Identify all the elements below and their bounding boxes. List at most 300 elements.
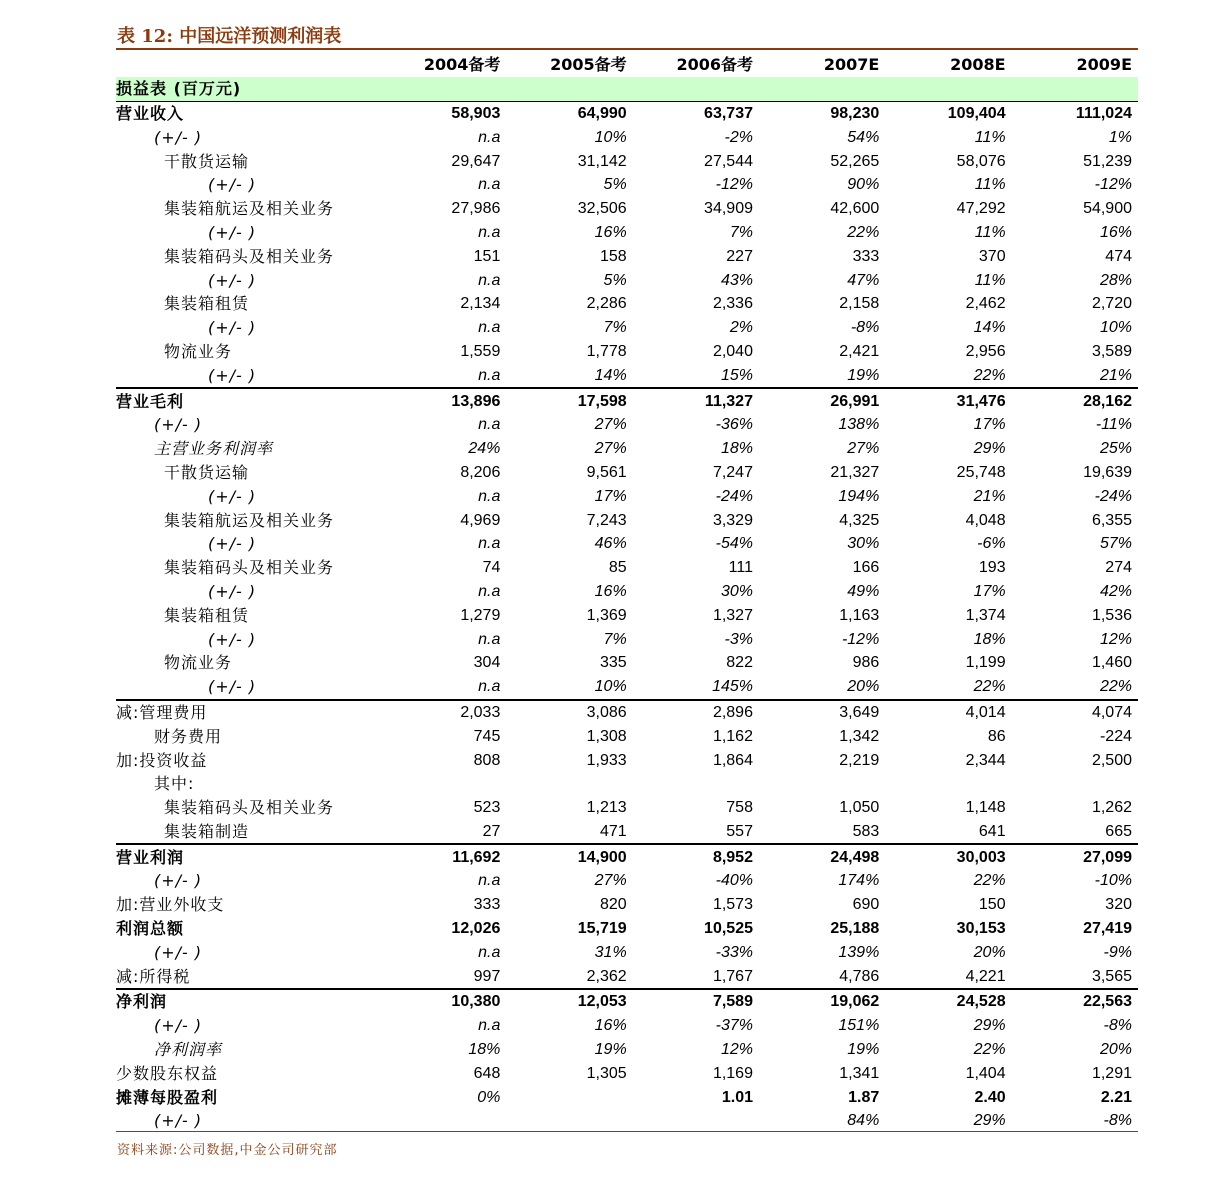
value-cell: n.a: [478, 1017, 501, 1035]
value-cell: 304: [473, 654, 501, 672]
row-label: (+/- ): [208, 486, 257, 506]
value-cell: 822: [726, 654, 753, 672]
value-cell: 2,040: [712, 342, 753, 360]
value-cell: 22%: [973, 1041, 1006, 1059]
value-cell: n.a: [478, 223, 501, 241]
header-cell: 2006备考: [676, 55, 753, 75]
value-cell: 227: [726, 247, 753, 265]
value-cell: 1%: [1108, 128, 1132, 146]
value-cell: -12%: [1094, 176, 1132, 194]
value-cell: 1,291: [1091, 1064, 1132, 1082]
header-cell: 2007E: [823, 55, 880, 75]
value-cell: 85: [608, 559, 627, 577]
value-cell: 1,199: [965, 654, 1006, 672]
value-cell: 22%: [973, 872, 1006, 890]
header-row: [116, 53, 1138, 77]
row-label: 集装箱航运及相关业务: [164, 510, 335, 530]
table-row: [116, 508, 1138, 532]
row-label: (+/- ): [208, 270, 257, 290]
value-cell: 3,589: [1091, 342, 1132, 360]
row-label: (+/- ): [208, 534, 257, 554]
value-cell: 1,050: [839, 799, 880, 817]
value-cell: 1,374: [965, 606, 1006, 624]
value-cell: 474: [1105, 247, 1132, 265]
value-cell: -2%: [724, 128, 753, 146]
value-cell: 16%: [594, 223, 627, 241]
value-cell: 26,991: [830, 392, 880, 410]
row-label: (+/- ): [154, 1111, 203, 1131]
value-cell: 7,589: [712, 993, 753, 1011]
value-cell: 997: [380, 964, 506, 989]
value-cell: 10%: [506, 675, 632, 700]
table-row: [116, 940, 1138, 964]
value-cell: 28,162: [1083, 392, 1132, 410]
value-cell: 150: [978, 896, 1006, 914]
table-row: [116, 675, 1138, 700]
value-cell: 1,162: [712, 727, 753, 745]
value-cell: 29%: [973, 1112, 1006, 1130]
value-cell: 12%: [720, 1041, 753, 1059]
value-cell: -40%: [715, 872, 753, 890]
value-cell: -36%: [715, 416, 753, 434]
row-label: 营业毛利: [116, 391, 185, 411]
header-cell: 2008E: [950, 55, 1006, 75]
income-statement-table: [116, 53, 1138, 1133]
value-cell: 4,074: [1091, 703, 1132, 721]
value-cell: 17%: [973, 582, 1006, 600]
value-cell: n.a: [478, 582, 501, 600]
value-cell: n.a: [380, 675, 506, 700]
value-cell: -12%: [841, 630, 880, 648]
value-cell: [885, 772, 1011, 796]
table-title: 表 12: 中国远洋预测利润表: [117, 26, 342, 47]
value-cell: 47%: [847, 271, 880, 289]
value-cell: -54%: [715, 535, 753, 553]
footer-rule: [116, 1131, 1138, 1132]
row-label: 集装箱航运及相关业务: [164, 199, 335, 219]
value-cell: 57%: [1099, 535, 1132, 553]
row-label: 净利润率: [154, 1040, 223, 1060]
value-cell: 84%: [847, 1112, 880, 1130]
value-cell: 11%: [974, 223, 1006, 241]
value-cell: -9%: [1103, 943, 1132, 961]
table-row: [116, 532, 1138, 556]
title-rule: [116, 48, 1138, 50]
value-cell: -3%: [724, 630, 753, 648]
value-cell: 1,573: [712, 896, 753, 914]
table-row: [116, 651, 1138, 675]
table-row: [116, 724, 1138, 748]
value-cell: 745: [473, 727, 501, 745]
header-cell: [116, 53, 380, 77]
table-row: [116, 556, 1138, 580]
value-cell: 27,419: [1083, 920, 1132, 938]
value-cell: 1,169: [712, 1064, 753, 1082]
value-cell: 4,969: [460, 511, 501, 529]
value-cell: 19%: [759, 363, 885, 388]
row-label: 物流业务: [164, 341, 233, 361]
row-label: (+/- ): [208, 222, 257, 242]
row-label: 集装箱码头及相关业务: [164, 246, 335, 266]
row-label: 干散货运输: [164, 151, 250, 171]
table-row: [116, 748, 1138, 772]
value-cell: 2,896: [712, 703, 753, 721]
value-cell: 11%: [974, 271, 1006, 289]
value-cell: 11,692: [452, 848, 501, 866]
row-label: (+/- ): [208, 581, 257, 601]
value-cell: 0%: [477, 1088, 501, 1106]
value-cell: 21,327: [830, 463, 880, 481]
value-cell: 16%: [594, 1017, 627, 1035]
value-cell: 1.87: [848, 1088, 880, 1106]
value-cell: 27,544: [704, 152, 753, 170]
row-label: (+/- ): [154, 942, 203, 962]
table-row: [116, 1085, 1138, 1109]
value-cell: [380, 772, 506, 796]
value-cell: 27%: [594, 872, 627, 890]
value-cell: 25,188: [830, 920, 880, 938]
value-cell: 1,536: [1091, 606, 1132, 624]
row-label: 加:投资收益: [116, 750, 208, 770]
table-row: [116, 461, 1138, 485]
value-cell: 808: [473, 751, 501, 769]
value-cell: 4,325: [839, 511, 880, 529]
value-cell: 10,380: [451, 993, 501, 1011]
row-label: 干散货运输: [164, 462, 250, 482]
value-cell: -10%: [1094, 872, 1132, 890]
value-cell: 17%: [973, 416, 1006, 434]
value-cell: 4,048: [965, 511, 1006, 529]
value-cell: 25,748: [956, 463, 1006, 481]
header-cell: 2009E: [1076, 55, 1132, 75]
value-cell: 24%: [468, 440, 501, 458]
value-cell: 333: [473, 896, 501, 914]
value-cell: 52,265: [830, 152, 880, 170]
value-cell: 8,206: [460, 463, 501, 481]
value-cell: 4,014: [965, 703, 1006, 721]
value-cell: 19%: [594, 1041, 627, 1059]
value-cell: n.a: [478, 487, 501, 505]
row-label: (+/- ): [154, 1016, 203, 1036]
value-cell: 2,033: [460, 703, 501, 721]
value-cell: 22%: [885, 675, 1011, 700]
value-cell: 2,956: [965, 342, 1006, 360]
value-cell: 641: [885, 820, 1011, 845]
value-cell: [633, 772, 759, 796]
value-cell: 4,221: [885, 964, 1011, 989]
value-cell: 1,342: [839, 727, 880, 745]
value-cell: 648: [473, 1064, 501, 1082]
value-cell: 2%: [729, 319, 753, 337]
row-label: 集装箱码头及相关业务: [164, 558, 335, 578]
row-label: 摊薄每股盈利: [116, 1087, 219, 1107]
value-cell: 18%: [720, 440, 753, 458]
value-cell: 46%: [594, 535, 627, 553]
value-cell: 22,563: [1083, 993, 1132, 1011]
table-row: [116, 844, 1138, 869]
value-cell: -11%: [1095, 416, 1132, 434]
table-row: [116, 244, 1138, 268]
row-label: 利润总额: [116, 919, 185, 939]
table-row: [116, 1038, 1138, 1062]
value-cell: 6,355: [1091, 511, 1132, 529]
value-cell: 758: [726, 799, 753, 817]
value-cell: -24%: [715, 487, 753, 505]
value-cell: 30%: [847, 535, 880, 553]
value-cell: 27: [380, 820, 506, 845]
value-cell: -24%: [1094, 487, 1132, 505]
row-label: 财务费用: [154, 726, 223, 746]
value-cell: 274: [1105, 559, 1132, 577]
table-row: [116, 363, 1138, 388]
value-cell: 42,600: [830, 200, 880, 218]
value-cell: 29%: [973, 1017, 1006, 1035]
value-cell: 111: [728, 559, 753, 577]
value-cell: 1,163: [839, 606, 880, 624]
value-cell: 2,219: [839, 751, 880, 769]
value-cell: 145%: [633, 675, 759, 700]
value-cell: n.a: [478, 176, 501, 194]
value-cell: 1,213: [586, 799, 627, 817]
value-cell: 320: [1105, 896, 1132, 914]
table-row: [116, 869, 1138, 893]
row-label: (+/- ): [116, 675, 380, 700]
value-cell: 2.21: [1100, 1088, 1132, 1106]
value-cell: n.a: [478, 872, 501, 890]
row-label: (+/- ): [208, 318, 257, 338]
table-row: [116, 796, 1138, 820]
value-cell: [506, 1085, 632, 1109]
value-cell: 16%: [594, 582, 627, 600]
table-row: [116, 1109, 1138, 1133]
value-cell: -6%: [977, 535, 1006, 553]
value-cell: 471: [506, 820, 632, 845]
row-label: 少数股东权益: [116, 1063, 219, 1083]
value-cell: 27%: [594, 416, 627, 434]
value-cell: 820: [599, 896, 627, 914]
table-row: [116, 580, 1138, 604]
value-cell: 20%: [1099, 1041, 1132, 1059]
row-label: 集装箱租赁: [164, 605, 250, 625]
table-row: [116, 125, 1138, 149]
value-cell: [380, 1109, 506, 1133]
table-row: [116, 603, 1138, 627]
value-cell: 1,460: [1091, 654, 1132, 672]
value-cell: 9,561: [586, 463, 627, 481]
value-cell: 19%: [847, 1041, 880, 1059]
value-cell: 1,778: [586, 342, 627, 360]
value-cell: 28%: [1099, 271, 1132, 289]
value-cell: n.a: [478, 535, 501, 553]
value-cell: 1,767: [633, 964, 759, 989]
row-label: 净利润: [116, 992, 168, 1012]
value-cell: 15%: [633, 363, 759, 388]
value-cell: 3,086: [586, 703, 627, 721]
row-label: 物流业务: [164, 653, 233, 673]
value-cell: -8%: [850, 319, 880, 337]
value-cell: 24,528: [956, 993, 1006, 1011]
table-row: [116, 1014, 1138, 1038]
value-cell: [506, 1109, 632, 1133]
value-cell: 370: [978, 247, 1006, 265]
table-row: [116, 413, 1138, 437]
table-row: [116, 197, 1138, 221]
value-cell: 86: [987, 727, 1006, 745]
header-cell: 2005备考: [550, 55, 627, 75]
value-cell: [1012, 772, 1138, 796]
value-cell: 98,230: [830, 104, 880, 122]
table-row: [116, 772, 1138, 796]
value-cell: 8,952: [712, 848, 753, 866]
value-cell: 138%: [838, 416, 880, 434]
value-cell: 54,900: [1083, 200, 1132, 218]
value-cell: 12%: [1099, 630, 1132, 648]
table-row: [116, 437, 1138, 461]
value-cell: [759, 772, 885, 796]
value-cell: 12,026: [451, 920, 501, 938]
value-cell: n.a: [380, 363, 506, 388]
row-label: (+/- ): [208, 629, 257, 649]
value-cell: n.a: [478, 319, 501, 337]
value-cell: 109,404: [947, 104, 1006, 122]
value-cell: 11%: [974, 176, 1006, 194]
row-label: 加:营业外收支: [116, 895, 225, 915]
row-label: 减:所得税: [116, 964, 380, 989]
value-cell: 22%: [847, 223, 880, 241]
value-cell: 557: [633, 820, 759, 845]
row-label: (+/- ): [154, 415, 203, 435]
row-label: 集装箱租赁: [164, 294, 250, 314]
value-cell: 4,786: [759, 964, 885, 989]
value-cell: 64,990: [577, 104, 627, 122]
value-cell: 18%: [973, 630, 1006, 648]
row-label: (+/- ): [208, 175, 257, 195]
value-cell: 15,719: [577, 920, 627, 938]
value-cell: 17,598: [577, 392, 627, 410]
value-cell: 30,003: [956, 848, 1006, 866]
value-cell: 31%: [594, 943, 627, 961]
value-cell: 42%: [1099, 582, 1132, 600]
value-cell: 7,243: [586, 511, 627, 529]
value-cell: 2,344: [965, 751, 1006, 769]
table-row: [116, 292, 1138, 316]
value-cell: 174%: [838, 872, 880, 890]
value-cell: 30,153: [956, 920, 1006, 938]
value-cell: 2,134: [460, 295, 501, 313]
value-cell: 7%: [729, 223, 753, 241]
value-cell: 31,476: [956, 392, 1006, 410]
value-cell: n.a: [478, 416, 501, 434]
table-row: [116, 820, 1138, 845]
value-cell: 54%: [847, 128, 880, 146]
value-cell: 21%: [973, 487, 1006, 505]
value-cell: n.a: [478, 943, 501, 961]
value-cell: 14%: [506, 363, 632, 388]
value-cell: 986: [852, 654, 880, 672]
value-cell: 74: [482, 559, 501, 577]
value-cell: 47,292: [956, 200, 1006, 218]
value-cell: -8%: [1103, 1017, 1132, 1035]
value-cell: 58,076: [956, 152, 1006, 170]
table-row: [116, 989, 1138, 1014]
section-row: [116, 77, 1138, 101]
value-cell: 7%: [603, 319, 627, 337]
value-cell: 27%: [594, 440, 627, 458]
value-cell: -224: [1099, 727, 1132, 745]
value-cell: 24,498: [830, 848, 880, 866]
value-cell: 151: [473, 247, 501, 265]
value-cell: 30%: [720, 582, 753, 600]
value-cell: 7%: [603, 630, 627, 648]
row-label: (+/- ): [116, 363, 380, 388]
table-row: [116, 627, 1138, 651]
value-cell: 523: [473, 799, 501, 817]
value-cell: 29,647: [451, 152, 501, 170]
value-cell: 32,506: [577, 200, 627, 218]
value-cell: 194%: [838, 487, 880, 505]
row-label: 集装箱制造: [116, 820, 380, 845]
row-label: (+/- ): [154, 871, 203, 891]
value-cell: 2,720: [1091, 295, 1132, 313]
value-cell: 583: [759, 820, 885, 845]
value-cell: 1,404: [965, 1064, 1006, 1082]
value-cell: 14%: [973, 319, 1006, 337]
value-cell: 17%: [594, 487, 627, 505]
value-cell: 3,565: [1012, 964, 1138, 989]
value-cell: 690: [852, 896, 880, 914]
value-cell: -12%: [715, 176, 753, 194]
value-cell: n.a: [478, 128, 501, 146]
row-label: 营业利润: [116, 847, 185, 867]
value-cell: 1,341: [839, 1064, 880, 1082]
value-cell: 19,639: [1083, 463, 1132, 481]
table-row: [116, 388, 1138, 413]
table-row: [116, 700, 1138, 725]
value-cell: -33%: [715, 943, 753, 961]
value-cell: 21%: [1012, 363, 1138, 388]
value-cell: 12,053: [577, 993, 627, 1011]
value-cell: 2,286: [586, 295, 627, 313]
value-cell: 49%: [847, 582, 880, 600]
value-cell: 2,462: [965, 295, 1006, 313]
value-cell: 10,525: [704, 920, 753, 938]
table-row: [116, 316, 1138, 340]
table-row: [116, 917, 1138, 941]
value-cell: 34,909: [704, 200, 753, 218]
value-cell: 193: [978, 559, 1006, 577]
value-cell: 5%: [603, 271, 627, 289]
value-cell: 1,864: [712, 751, 753, 769]
value-cell: 1,559: [460, 342, 501, 360]
value-cell: 335: [599, 654, 627, 672]
value-cell: 151%: [838, 1017, 880, 1035]
value-cell: 5%: [603, 176, 627, 194]
value-cell: 20%: [973, 943, 1006, 961]
row-label: 营业收入: [116, 103, 185, 123]
value-cell: 2,336: [712, 295, 753, 313]
value-cell: 16%: [1099, 223, 1132, 241]
value-cell: 1,262: [1091, 799, 1132, 817]
table-row: [116, 484, 1138, 508]
value-cell: 1,305: [586, 1064, 627, 1082]
value-cell: 111,024: [1075, 104, 1132, 122]
value-cell: 43%: [720, 271, 753, 289]
value-cell: 166: [852, 559, 880, 577]
value-cell: 1,369: [586, 606, 627, 624]
value-cell: 20%: [759, 675, 885, 700]
value-cell: 22%: [1012, 675, 1138, 700]
value-cell: 29%: [973, 440, 1006, 458]
